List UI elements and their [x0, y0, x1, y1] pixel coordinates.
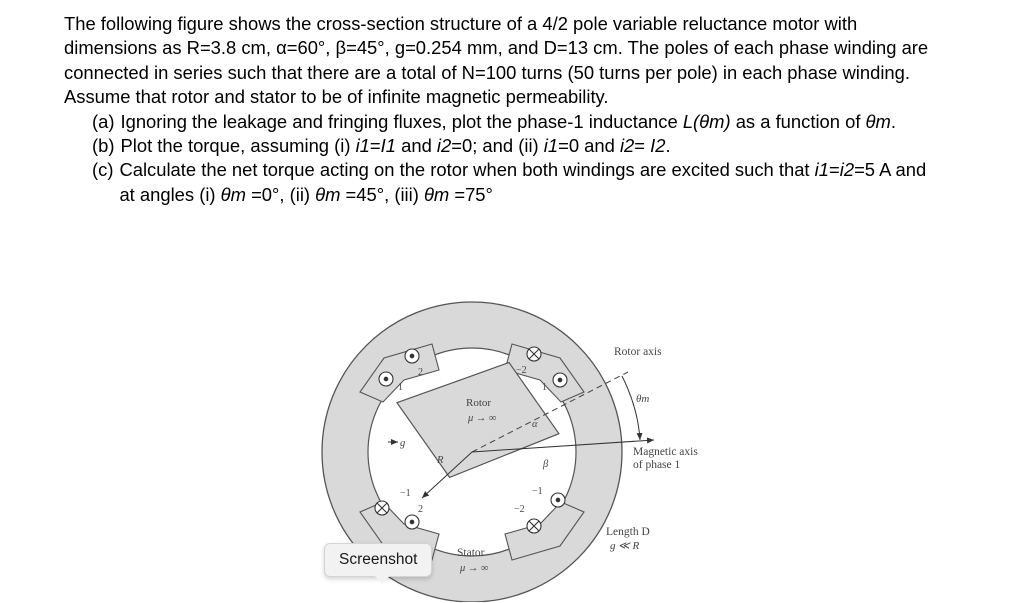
theta-symbol: θm: [865, 110, 891, 132]
rotor-axis-label: Rotor axis: [614, 346, 662, 358]
coil-label-2: 2: [418, 367, 423, 378]
coil-label-neg2-lower: −2: [514, 504, 525, 515]
question-a: [92, 110, 934, 134]
coil-dot-center: [410, 520, 414, 524]
coil-dot-center: [558, 378, 562, 382]
beta-label: β: [543, 459, 549, 470]
question-c-text-4: =45°, (iii): [340, 183, 424, 205]
theta-angle-3: θm: [423, 183, 450, 205]
question-b-eq-2: =: [634, 135, 651, 157]
question-b-eq-1: =: [369, 135, 381, 157]
coil-dot-center: [384, 377, 388, 381]
coil-label-2-lower: 2: [418, 504, 423, 515]
coil-label-1: 1: [398, 382, 403, 393]
gap-label: g: [400, 438, 406, 449]
coil-dot-center: [556, 498, 560, 502]
current-i2-b: i2: [619, 135, 635, 157]
question-c-eq: =: [828, 159, 840, 181]
current-i2-c: i2: [839, 159, 855, 181]
coil-label-neg1-right: −1: [532, 486, 543, 497]
question-c-label: (c): [92, 159, 114, 181]
question-b-text: [120, 134, 934, 158]
rotor-mu-label: μ → ∞: [468, 413, 497, 424]
coil-label-neg2: −2: [516, 365, 527, 376]
question-a-text: [120, 110, 934, 134]
question-b-text-3: =0; and (ii): [451, 135, 544, 157]
question-list: [92, 110, 934, 208]
current-i1-b: i1: [543, 135, 559, 157]
current-I1: I1: [380, 135, 397, 157]
magnetic-axis-label-2: of phase 1: [633, 459, 681, 471]
current-I2: I2: [650, 135, 666, 157]
question-a-label: (a): [92, 110, 115, 132]
question-a-text-2: as a function of: [730, 110, 866, 132]
theta-angle-1: θm: [220, 183, 246, 205]
question-c-text-1: Calculate the net torque acting on the rotor when both windings are excited such that: [119, 159, 815, 181]
question-c-text: [119, 158, 934, 207]
problem-statement: [64, 12, 934, 207]
question-b-text-2: and: [396, 135, 437, 157]
current-i2: i2: [436, 135, 452, 157]
question-b-text-1: Plot the torque, assuming (i): [120, 135, 356, 157]
theta-arc: [622, 376, 640, 440]
stator-label: Stator: [457, 547, 485, 559]
question-b-label: (b): [92, 135, 115, 157]
alpha-label: α: [532, 419, 538, 430]
problem-intro: The following figure shows the cross-section structure of a 4/2 pole variable reluctance motor with dimensions as R=3.8 cm, α=60°, β=45°, g=0.254 mm, and D=13 cm. The poles of each phase winding are connected in series such that there are a total of N=100 turns (50 turns per pole) in each phase winding. Assume that rotor and stator to be of infinite magnetic permeability.: [64, 13, 929, 108]
magnetic-axis-label-1: Magnetic axis: [633, 446, 698, 458]
question-c-text-3: =0°, (ii): [245, 183, 316, 205]
coil-dot-center: [410, 354, 414, 358]
theta-m-label: θm: [636, 393, 650, 405]
question-a-text-3: .: [890, 110, 896, 132]
coil-label-1-right: 1: [542, 382, 547, 393]
question-b-text-5: .: [665, 135, 671, 157]
length-label-2: g ≪ R: [610, 540, 640, 552]
rotor-label: Rotor: [466, 397, 492, 409]
question-a-text-1: Ignoring the leakage and fringing fluxes, plot the phase-1 inductance: [120, 110, 683, 132]
question-c: [92, 158, 934, 207]
coil-label-neg1: −1: [400, 488, 411, 499]
screenshot-tooltip[interactable]: Screenshot: [324, 543, 432, 577]
theta-angle-2: θm: [315, 183, 341, 205]
question-b-text-4: =0 and: [558, 135, 620, 157]
question-c-text-2: =5 A and at angles (i): [119, 159, 927, 205]
question-b: [92, 134, 934, 158]
radius-label: R: [437, 455, 444, 466]
stator-mu-label: μ → ∞: [460, 563, 489, 574]
length-label-1: Length D: [606, 526, 650, 538]
inductance-symbol: L(θm): [682, 110, 731, 132]
question-c-text-5: =75°: [449, 183, 493, 205]
current-i1-c: i1: [814, 159, 829, 181]
current-i1: i1: [355, 135, 370, 157]
